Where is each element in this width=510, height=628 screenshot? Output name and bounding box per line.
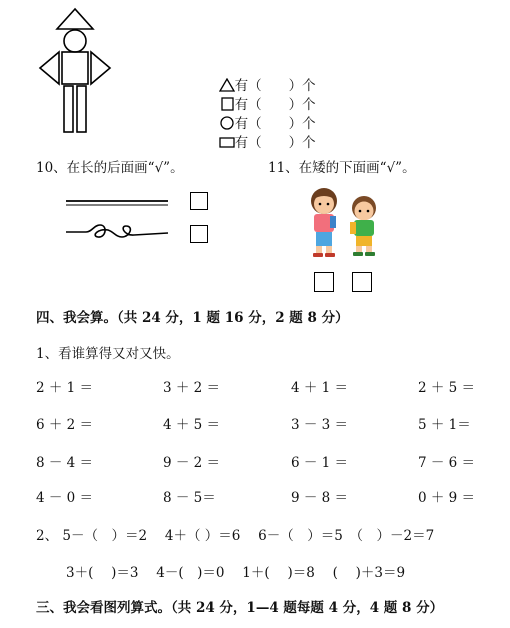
short-child: [350, 196, 376, 256]
calc-r4-c4: 0 ＋ 9 ＝: [418, 490, 476, 506]
rectangle-icon: [219, 135, 235, 149]
q11-children-picture: [300, 186, 390, 260]
curly-line: [66, 225, 168, 237]
calc-r1-c4: 2 ＋ 5 ＝: [418, 380, 476, 396]
q11-title: 11、在矮的下面画“√”。: [268, 160, 416, 176]
section3-title: 三、我会看图列算式。（共 24 分，1—4 题每题 4 分，4 题 8 分）: [36, 600, 444, 616]
robot-left-leg: [64, 86, 73, 132]
section4-title: 四、我会算。（共 24 分，1 题 16 分，2 题 8 分）: [36, 310, 349, 326]
calc-r1-c1: 2 ＋ 1 ＝: [36, 380, 94, 396]
robot-left-arm-triangle: [40, 52, 59, 84]
calc-r3-c4: 7 － 6 ＝: [418, 455, 476, 471]
q11-answer-box-2[interactable]: [352, 272, 372, 292]
calc-r4-c2: 8 － 5＝: [163, 490, 216, 506]
calc-r2-c1: 6 ＋ 2 ＝: [36, 417, 94, 433]
legend-circle-label: 有（ ）个: [234, 116, 316, 132]
robot-head-circle: [64, 30, 86, 52]
q10-lines-figure: [64, 192, 174, 244]
robot-body-square: [62, 52, 88, 84]
calc-r3-c2: 9 － 2 ＝: [163, 455, 221, 471]
calc-r4-c3: 9 － 8 ＝: [291, 490, 349, 506]
legend-rectangle-row: [210, 119, 316, 151]
calc-r3-c3: 6 － 1 ＝: [291, 455, 349, 471]
robot-hat-triangle: [57, 9, 93, 29]
calc-r1-c2: 3 ＋ 2 ＝: [163, 380, 221, 396]
q10-answer-box-1[interactable]: [190, 192, 208, 210]
section4-fill-line: 3＋( )＝3 4－( )＝0 1＋( )＝8 ( )＋3＝9: [66, 565, 406, 581]
section4-sub1: 1、看谁算得又对又快。: [36, 346, 180, 362]
calc-r1-c3: 4 ＋ 1 ＝: [291, 380, 349, 396]
calc-r3-c1: 8 － 4 ＝: [36, 455, 94, 471]
q11-answer-box-1[interactable]: [314, 272, 334, 292]
legend-triangle-label: 有（ ）个: [234, 78, 316, 94]
tall-child: [311, 188, 337, 257]
calc-r2-c4: 5 ＋ 1＝: [418, 417, 471, 433]
robot-right-leg: [77, 86, 86, 132]
shape-robot-figure: [36, 6, 118, 134]
q10-title: 10、在长的后面画“√”。: [36, 160, 184, 176]
calc-r2-c3: 3 － 3 ＝: [291, 417, 349, 433]
calc-r2-c2: 4 ＋ 5 ＝: [163, 417, 221, 433]
legend-square-label: 有（ ）个: [234, 97, 316, 113]
legend-rectangle-label: 有（ ）个: [234, 135, 316, 151]
calc-r4-c1: 4 － 0 ＝: [36, 490, 94, 506]
section4-sub2: 2、 5－（ ）＝2 4＋（ ）＝6 6－（ ）＝5 （ ）－2＝7: [36, 528, 435, 544]
robot-right-arm-triangle: [91, 52, 110, 84]
q10-answer-box-2[interactable]: [190, 225, 208, 243]
